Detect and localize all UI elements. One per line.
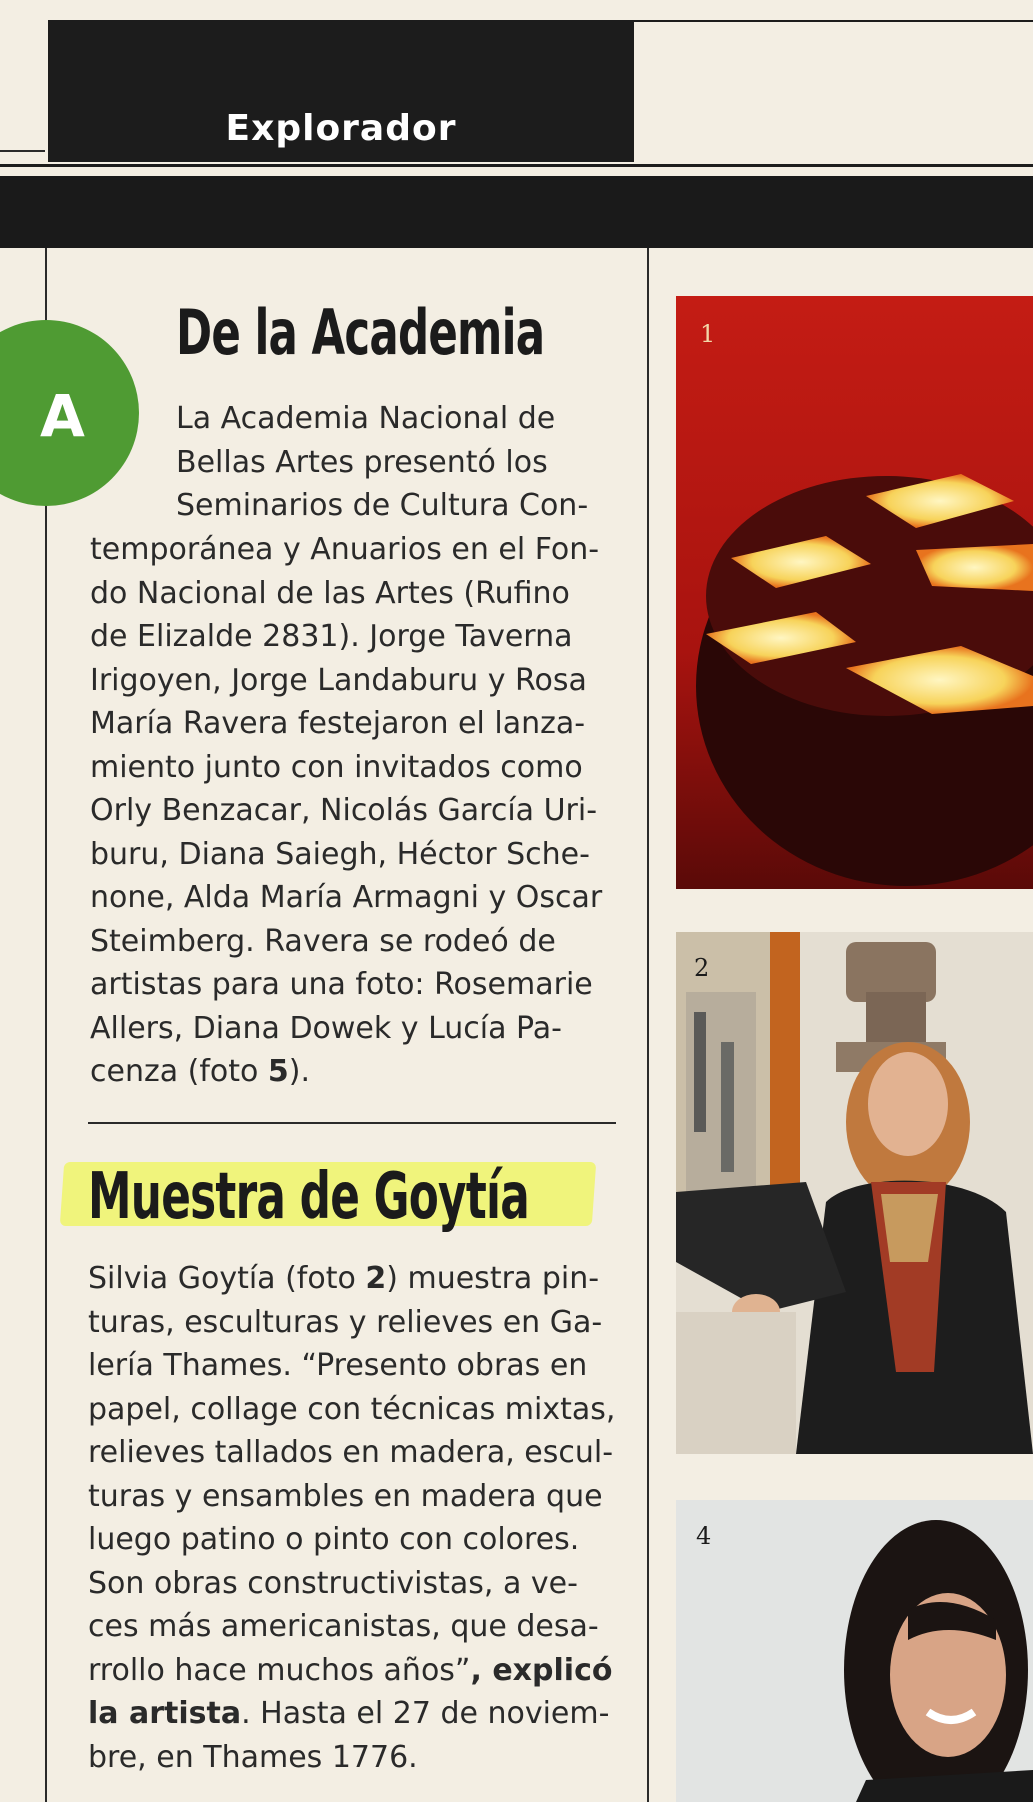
article-2-line [88, 1696, 610, 1731]
photo-lamp-sculpture [676, 296, 1033, 889]
article-2-line: bre, en Thames 1776. [88, 1740, 418, 1775]
article-1-line: buru, Diana Saiegh, Héctor Sche- [90, 837, 590, 872]
badge-letter: A [40, 382, 85, 450]
article-2-text: Silvia Goytía (foto [88, 1261, 366, 1296]
photo-artist-portrait [676, 932, 1033, 1454]
article-2-headline: Muestra de Goytía [88, 1160, 529, 1234]
article-1-line: none, Alda María Armagni y Oscar [90, 880, 603, 915]
article-1-line: miento junto con invitados como [90, 750, 583, 785]
photo-number: 2 [694, 954, 710, 982]
article-1-line: artistas para una foto: Rosemarie [90, 967, 593, 1002]
article-2-line: relieves tallados en madera, escul- [88, 1435, 614, 1470]
section-tab [48, 20, 634, 162]
article-1-line: Irigoyen, Jorge Landaburu y Rosa [90, 663, 587, 698]
article-2-line: papel, collage con técnicas mixtas, [88, 1392, 616, 1427]
article-1-line [90, 1054, 311, 1089]
article-2-line: luego patino o pinto con colores. [88, 1522, 580, 1557]
header-band [0, 176, 1033, 248]
article-1-line: Steimberg. Ravera se rodeó de [90, 924, 556, 959]
article-1-line: de Elizalde 2831). Jorge Taverna [90, 619, 573, 654]
article-1-line: Allers, Diana Dowek y Lucía Pa- [90, 1011, 562, 1046]
photo-ref: 2 [365, 1261, 387, 1296]
article-1-line: temporánea y Anuarios en el Fon- [90, 532, 600, 567]
photo-ref: 5 [267, 1054, 289, 1089]
article-2-bold: , explicó [470, 1653, 613, 1688]
article-2-line: turas y ensambles en madera que [88, 1479, 603, 1514]
article-1-headline: De la Academia [176, 296, 545, 369]
article-separator [88, 1122, 616, 1124]
article-1-line: Bellas Artes presentó los [176, 445, 548, 480]
lamp-illustration [676, 296, 1033, 889]
column-divider [647, 248, 649, 1802]
header-rule [0, 164, 1033, 167]
header-frame [634, 20, 1033, 162]
article-2-bold: la artista [88, 1696, 242, 1731]
article-2-line [88, 1261, 600, 1296]
article-1-text: ). [288, 1054, 311, 1089]
section-label: Explorador [225, 108, 457, 149]
article-2-line: ces más americanistas, que desa- [88, 1609, 599, 1644]
photo-woman-portrait [676, 1500, 1033, 1802]
article-1-line: do Nacional de las Artes (Rufino [90, 576, 570, 611]
article-1-line: Seminarios de Cultura Con- [176, 488, 589, 523]
portrait-illustration [676, 932, 1033, 1454]
article-2-line: turas, esculturas y relieves en Ga- [88, 1305, 603, 1340]
article-2-line: Son obras constructivistas, a ve- [88, 1566, 578, 1601]
article-2-line [88, 1653, 613, 1688]
article-1-line: Orly Benzacar, Nicolás García Uri- [90, 793, 598, 828]
margin-rule [0, 150, 45, 152]
article-1-text: cenza (foto [90, 1054, 268, 1089]
article-2-text: . Hasta el 27 de noviem- [241, 1696, 610, 1731]
article-2-text: ) muestra pin- [386, 1261, 600, 1296]
article-1-line: María Ravera festejaron el lanza- [90, 706, 586, 741]
woman-illustration [676, 1500, 1033, 1802]
photo-number: 4 [696, 1522, 712, 1550]
article-2-line: lería Thames. “Presento obras en [88, 1348, 588, 1383]
article-1-line: La Academia Nacional de [176, 401, 556, 436]
article-2-text: rrollo hace muchos años” [88, 1653, 471, 1688]
photo-number: 1 [700, 320, 716, 348]
